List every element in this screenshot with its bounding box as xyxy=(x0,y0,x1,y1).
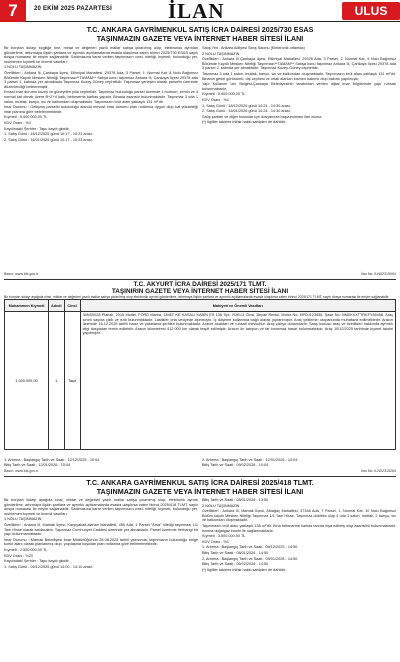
paragraph: Bir borçtan dolayı aşağıda cinsi, miktar ve değerleri yazılı mallar satışa çıkarılmış olup, elektronik ayrıntı gönderilme, artırmaya ilişkin şartlara ve ayrıntılı açıklamalarda esasla ulaşılırsa zaten birinci 2025/418 TLMT. sayılı dosya numarası ile erişim sağlanabilir. Satılmasına karar verilen taşınmazın cinsi, niteliği, kıymeti, bulunduğu yer, muhtemen kıymeti ve önemli vasıfları: xyxy=(4,498,198,516)
notice1-title-line2: TAŞINMAZIN GAZETE VEYA İNTERNET HABER SİTESİ İLANI xyxy=(96,33,304,43)
section-title: İLAN xyxy=(168,0,225,23)
paragraph: Özellikleri : Ankara İli Çankaya İlçesi, Etlimiyal Mahallesi, 29378 Ada, 3 Parsel, 2. Normal Kat, 9 Nolu Bağımsız Bölümde Kayıtlı Mesken Niteliği Taşınmazı**TAMAM** Satışa konu taşınmaz Ankara İli, Çankaya İlçesi 29378 ada 3 parsel 2. katında yer almaktadır. Taşınmaz Kuzey-Güney cephelidir. xyxy=(202,57,396,71)
notice3-right-column xyxy=(202,498,396,658)
paragraph: Özellikleri : Ankara İli, Mamak İlçesi, Karşıyaka/Lalahan Mahallesi, 456 Ada, 1 Parsel "Arsa" niteliği taşınmazı 1/1 Tam Hisse olarak satılacaktır. Taşınmaz Cumhuriyet Caddesi üzerinde yer almaktadır. Parsel üzerinde herhangi bir yapı bulunmamaktadır. xyxy=(4,522,198,537)
paragraph: Bitiş Tarih ve Saati : 08/01/2026 - 14:50 xyxy=(202,550,269,555)
notice1-right-column xyxy=(202,46,396,268)
paragraph: KDV Oranı : %1 xyxy=(202,97,230,102)
col-header-qty: Adedi xyxy=(49,300,65,312)
ulus-logo[interactable]: ULUS xyxy=(342,2,400,20)
paragraph: Kıymeti : 2.500.000,00 TL xyxy=(4,547,48,552)
paragraph: Bitiş Tarih ve Saati : 08/01/2026 - 13:50 xyxy=(202,498,269,502)
paragraph: KDV Oranı : %20 xyxy=(4,553,34,558)
cell-value: 1.000.000,00 xyxy=(5,312,49,450)
notice2-ilan-no: İlan No: ILN02315264 xyxy=(361,469,396,473)
auction1-start: 1. Artırma : Başlangıç Tarih ve Saati : 12/12/2025 - 10:04 xyxy=(4,458,100,462)
page-number: 7 xyxy=(0,0,26,22)
paragraph: 2 NOLU TAŞINMAZIN xyxy=(202,503,240,508)
paragraph: 1. Artırma : Başlangıç Tarih ve Saati : 09/12/2025 - 14:50 xyxy=(202,545,298,550)
table-header-row xyxy=(5,300,396,312)
paragraph: Kaydındaki Şerhler : Tapu kaydı gibidir. xyxy=(4,126,70,131)
notice2-title xyxy=(0,281,400,295)
paragraph: İmar Durumu : Gelişmiş parselin bulunduğu alanda mevcut imar durumu plan notlarına uygun olup kat yüksekliği imar planına göre belirlenmektedir. xyxy=(4,105,198,114)
paragraph: 2. Satış Günü : 16/01/2026 günü 14:24 - 14:30 arası. xyxy=(202,109,291,114)
paragraph: 2 NOLU TAŞINMAZIN xyxy=(202,51,240,56)
vehicle-table xyxy=(4,299,396,450)
col-header-value: Muhammen Kıymeti xyxy=(5,300,49,312)
notice2-auction-left xyxy=(4,458,198,468)
paragraph: Kıymeti : 5.400.000,00 TL xyxy=(202,92,246,97)
notice3-title-line1: T.C. ANKARA GAYRİMENKUL SATIŞ İCRA DAİRESİ 2025/418 TLMT. xyxy=(86,478,314,487)
paragraph: 1. Satış Günü : 18/12/2025 günü 10:17 - 10:23 arası. xyxy=(4,132,93,137)
paragraph: (*) İlgililer tabirine irtifak hakkı sahipleri de dahildir. xyxy=(202,567,287,572)
notice2-title-line2: TAŞINIRIN GAZETE VEYA İNTERNET HABER SİTESİ İLANI xyxy=(111,288,289,295)
auction2-start: 2. Artırma : Başlangıç Tarih ve Saati : 12/01/2026 - 10:04 xyxy=(202,458,298,462)
notice3-title xyxy=(0,479,400,496)
paragraph: Bir borçtan dolayı ezgiliğe öne, mirlat ve değerleri yazılı mallar satışa çıkarılmış olup, elektronuk ayrınlan gönderilme, arttırmaya ilişkin şartlara ve ayrıntılı açıklamalarda esasla ulaşılırsa zaten birinci 2025/730 ESAS sayılı dosya numarası ile erişim sağlanabilir. Satılmasına karar verilen taşınmazın cinsi, niteliği, kıymeti, bulunduğu yer, muhtemen kıymeti ve önemli vasıfları: xyxy=(4,46,198,64)
notice2-auction-right xyxy=(202,458,396,468)
page-header xyxy=(0,0,400,22)
notice2-title-line1: T.C. AKYURT İCRA DAİRESİ 2025/171 TLMT. xyxy=(133,281,267,288)
paragraph: Taşınmazın brüt alanı yaklaşık 138 m²'dir. Bina betonarme karkas tarzda inşa edilmiş olup asansörü bulunmaktadır. Isınma doğalgaz kombi ile sağlanmaktadır. xyxy=(202,523,396,533)
table-row xyxy=(5,312,396,450)
notice1-title-line1: T.C. ANKARA GAYRİMENKUL SATIŞ İCRA DAİRESİ 2025/730 ESAS xyxy=(86,25,314,34)
paragraph: 1. Satış Günü : 09/12/2025 günü 14:00 - 14:10 arası. xyxy=(4,564,93,569)
paragraph: 2. Satış Günü : 16/01/2026 günü 10:17 - 10:23 arası. xyxy=(4,137,93,142)
paragraph: Kıymeti : 5.400.000,00 TL xyxy=(4,115,48,120)
paragraph: (*) İlgililer tabirine irtifak hakkı sahipleri de dahildir. xyxy=(202,120,287,125)
cell-description: 34NS0028 Plakalı, 2015 Model, FORD Marka, 1846T KE KASALI KABİN ES 136 Tipi, YÜKLÜ Cinsi, Beyaz Renkli, Motor No: HPDJ123456, Şase No: NM0KXXTTRKFY56458. Araç sınırlı sayıda çizik ve ezik bulunmaktadır. Lastikler orta seviyede aşınmıştır. İç döşeme kullanıma bağlı olarak yıpranmıştır. Araç yediemin otoparkında muhafaza edilmektedir. Aracın üzerinde 16.12.2025 tarihli haciz ve yakalama şerhleri bulunmaktadır. Aracın anahtarı ve ruhsatı mevcuttur. Araç çalışır durumdadır. Satış konusu araç ve özellikleri hakkında ayrıntılı bilgi dosyadan temin edilebilir. Aracın kilometresi 412.000 km olarak tespit edilmiştir. Aracın ön tampon ve far kısmında hasar bulunmaktadır. Araç 10/12/2025 tarihinde kıymet takdiri yapılmıştır. xyxy=(80,312,395,450)
auction1-end: Bitiş Tarih ve Saati : 12/01/2026 - 10:04 xyxy=(4,462,71,467)
paragraph: Kaydındaki Şerhler : Tapu kaydı gibidir. xyxy=(4,559,70,564)
paragraph: 1 NOLU TAŞINMAZIN xyxy=(4,517,42,522)
paragraph: KDV Oranı : %1 xyxy=(202,539,230,544)
col-header-description: Mahiyeti ve Önemli Vasıfları xyxy=(80,300,395,312)
issue-date: 20 EKİM 2025 PAZARTESİ xyxy=(34,6,112,12)
paragraph: Özellikleri : Ankara İli, Mamak İlçesi, Altıağaç Mahallesi, 37346 Ada, 7 Parsel, 1. Normal Kat, 10 Nolu Bağımsız Bölüm kayıtlı Mesken Niteliği Taşınmaz 1/1 Tam Hisse. Taşınmaz dubleks olup 4 oda 1 salon, mutfak, 2 banyo, wc ve balkondan oluşmaktadır. xyxy=(202,509,396,523)
cell-qty: 1 xyxy=(49,312,65,450)
col-header-type: Cinsi xyxy=(64,300,80,312)
notice3-left-column xyxy=(4,498,198,658)
paragraph: Taşınmaz 3 oda 1 salon, mutfak, banyo, wc ve balkondan oluşmaktadır. Taşınmazın brüt alanı yaklaşık 131 m²'dir. Binanın genel görünümü, dış cephesi ve ortak alanları kısmen bakımlı olup bakımı yapılmıştır. xyxy=(202,71,396,81)
notice1-source[interactable]: Basın: www.bik.gov.tr xyxy=(4,272,39,276)
paragraph: Satış Yeri : Ankara Adliyesi Satış Salonu (Elektronik ortamda) xyxy=(202,46,305,50)
notice1-left-column xyxy=(4,46,198,268)
paragraph: Yapı Kullanım İzin Belgesi-Çankaya Belediyesinin tarafından verilen dijital imar bilgilerinde yapı ruhsatı bulunmaktadır. xyxy=(202,82,396,91)
notice2-source[interactable]: Basın: www.bik.gov.tr xyxy=(4,469,39,473)
paragraph: Bitiş Tarih ve Saati : 06/02/2026 - 14:50 xyxy=(202,562,269,567)
notice2-intro: Bir borçtan dolayı aşağıda cinsi, miktar ve değerleri yazılı mallar satışa çıkarılmış olup elektronik ayrıntı gönderilme, artırmaya ilişkin şartlara ve ayrıntılı açıklamalarda esasla ulaşılırsa zaten birinci 2025/171 TLMT. sayılı dosya numarası ile erişim sağlanabilir. xyxy=(4,295,390,299)
notice3-title-line2: TAŞINMAZIN GAZETE VEYA İNTERNET HABER SİTESİ İLANI xyxy=(96,486,304,496)
paragraph: 1. Satış Günü : 18/12/2025 günü 14:24 - 14:30 arası. xyxy=(202,103,291,108)
auction2-end: Bitiş Tarih ve Saati : 09/02/2026 - 10:04 xyxy=(202,462,269,467)
divider xyxy=(4,476,396,477)
paragraph: İmar Durumu : Mamak Belediyesi İmar Müdürlüğü'nün 28.08.2025 tarihli yazısında, taşınmazın bulunduğu bölge konut alanı olarak planlanmış olup, yapılaşma koşulları plan notlarına göre belirlenmektedir. xyxy=(4,537,198,547)
paragraph: 1 NOLU TAŞINMAZIN xyxy=(4,65,42,70)
paragraph: Emsal imar durumu kuzey ve güneyden yola cephelidir. Taşınmaz bulunduğu parsel üzerinde 1 bodrum, zemin ve 4 normal kat olmak üzere B+Z+4 katlı, betonarme karkas yapıdır. Binada asansör bulunmaktadır. Taşınmaz 3 oda 1 salon, mutfak, banyo, wc ve balkondan oluşmaktadır. Taşınmazın brüt alanı yaklaşık 131 m²'dir. xyxy=(4,90,198,104)
notice1-title xyxy=(0,26,400,43)
paragraph: KDV Oranı : %1 xyxy=(4,120,32,125)
paragraph: Özellikleri : Ankara İli, Çankaya İlçesi, Etlimiyal Mahallesi, 29378 Ada, 3 Parsel, 1. Normal Kat, 8 Nolu Bağımsız Bölümde Kayıtlı Mesken Niteliği Taşınmazı**TAMAM** Satışa konu taşınmaz Ankara İli, Çankaya İlçesi 29378 ada 3 parsel 1. katında yer almaktadır.Taşınmaz Kuzey-Güney cephelidir. Taşınmaz yerleşim olarak parselin üzerinde düzenlendiği belirlenmiştir. xyxy=(4,70,198,89)
paragraph: 2. Artırma : Başlangıç Tarih ve Saati : 09/01/2026 - 14:50 xyxy=(202,556,298,561)
divider xyxy=(4,279,396,280)
cell-type: Taşıt xyxy=(64,312,80,450)
notice1-ilan-no: İlan No: ILN02315094 xyxy=(361,272,396,276)
paragraph: Satış şartları ve diğer hususlar için dosyamıza başvurulması ilan olunur. xyxy=(202,114,323,119)
paragraph: Kıymeti : 3.500.000,00 TL xyxy=(202,534,246,539)
